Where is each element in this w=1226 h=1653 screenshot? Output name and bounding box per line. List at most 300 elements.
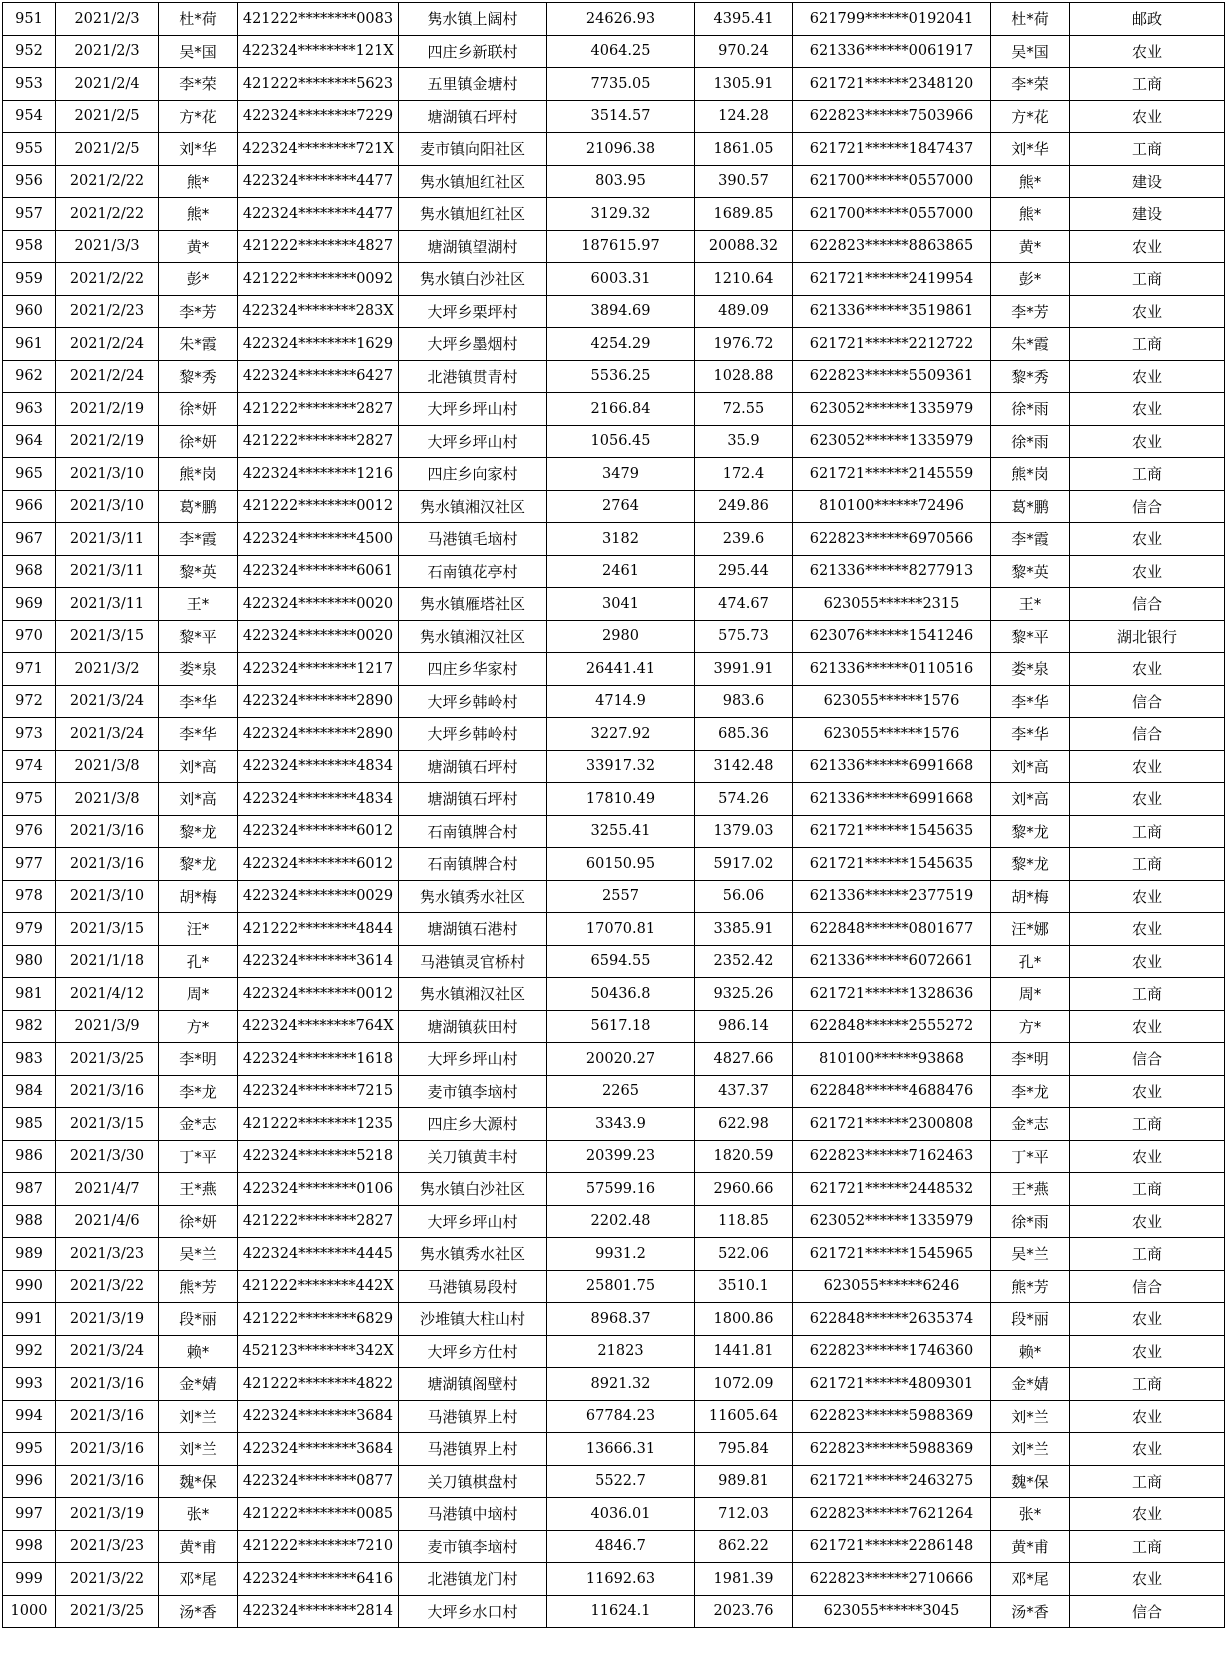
- id-number-cell: 422324********0012: [238, 978, 399, 1011]
- bank-cell: 信合: [1070, 1043, 1225, 1076]
- account-holder-cell: 吴*国: [991, 35, 1070, 68]
- account-number-cell: 622823******1746360: [793, 1335, 991, 1368]
- date-cell: 2021/3/16: [56, 815, 159, 848]
- date-cell: 2021/3/25: [56, 1595, 159, 1628]
- date-cell: 2021/2/3: [56, 35, 159, 68]
- id-number-cell: 422324********6012: [238, 848, 399, 881]
- account-number-cell: 623052******1335979: [793, 393, 991, 426]
- date-cell: 2021/3/24: [56, 718, 159, 751]
- account-holder-cell: 李*荣: [991, 68, 1070, 101]
- id-number-cell: 422324********4500: [238, 523, 399, 556]
- seq-cell: 963: [3, 393, 56, 426]
- name-cell: 王*燕: [159, 1173, 238, 1206]
- bank-cell: 邮政: [1070, 3, 1225, 36]
- village-cell: 塘湖镇阁壁村: [399, 1368, 547, 1401]
- seq-cell: 982: [3, 1010, 56, 1043]
- account-number-cell: 621721******1545635: [793, 848, 991, 881]
- account-holder-cell: 魏*保: [991, 1465, 1070, 1498]
- amount-cell: 3227.92: [547, 718, 695, 751]
- village-cell: 四庄乡华家村: [399, 653, 547, 686]
- name-cell: 徐*妍: [159, 1205, 238, 1238]
- table-row: [3, 1368, 1225, 1401]
- name-cell: 李*芳: [159, 295, 238, 328]
- id-number-cell: 422324********0020: [238, 588, 399, 621]
- account-number-cell: 621721******1847437: [793, 133, 991, 166]
- account-number-cell: 623055******6246: [793, 1270, 991, 1303]
- account-number-cell: 810100******72496: [793, 490, 991, 523]
- account-number-cell: 622848******2555272: [793, 1010, 991, 1043]
- table-row: [3, 1563, 1225, 1596]
- id-number-cell: 421222********0083: [238, 3, 399, 36]
- seq-cell: 985: [3, 1108, 56, 1141]
- account-number-cell: 621721******1545635: [793, 815, 991, 848]
- account-holder-cell: 刘*兰: [991, 1400, 1070, 1433]
- date-cell: 2021/2/4: [56, 68, 159, 101]
- amount-cell: 21823: [547, 1335, 695, 1368]
- id-number-cell: 422324********1217: [238, 653, 399, 686]
- account-number-cell: 623076******1541246: [793, 620, 991, 653]
- amount-cell: 2166.84: [547, 393, 695, 426]
- date-cell: 2021/3/3: [56, 230, 159, 263]
- bank-cell: 信合: [1070, 685, 1225, 718]
- seq-cell: 997: [3, 1498, 56, 1531]
- seq-cell: 972: [3, 685, 56, 718]
- bank-cell: 农业: [1070, 1010, 1225, 1043]
- id-number-cell: 422324********1629: [238, 328, 399, 361]
- amount-cell: 3255.41: [547, 815, 695, 848]
- subsidy-cell: 5917.02: [695, 848, 793, 881]
- id-number-cell: 422324********2814: [238, 1595, 399, 1628]
- village-cell: 隽水镇秀水社区: [399, 880, 547, 913]
- bank-cell: 农业: [1070, 1205, 1225, 1238]
- records-table: [2, 2, 1225, 1628]
- table-row: [3, 815, 1225, 848]
- account-holder-cell: 黄*: [991, 230, 1070, 263]
- village-cell: 大坪乡方仕村: [399, 1335, 547, 1368]
- subsidy-cell: 3991.91: [695, 653, 793, 686]
- account-number-cell: 621721******2348120: [793, 68, 991, 101]
- table-row: [3, 588, 1225, 621]
- amount-cell: 67784.23: [547, 1400, 695, 1433]
- account-number-cell: 623055******1576: [793, 718, 991, 751]
- amount-cell: 3894.69: [547, 295, 695, 328]
- subsidy-cell: 474.67: [695, 588, 793, 621]
- date-cell: 2021/3/22: [56, 1270, 159, 1303]
- bank-cell: 农业: [1070, 945, 1225, 978]
- account-number-cell: 621336******6991668: [793, 750, 991, 783]
- table-row: [3, 620, 1225, 653]
- amount-cell: 11692.63: [547, 1563, 695, 1596]
- name-cell: 熊*: [159, 165, 238, 198]
- account-number-cell: 622823******6970566: [793, 523, 991, 556]
- seq-cell: 998: [3, 1530, 56, 1563]
- seq-cell: 962: [3, 360, 56, 393]
- subsidy-cell: 1441.81: [695, 1335, 793, 1368]
- amount-cell: 24626.93: [547, 3, 695, 36]
- account-holder-cell: 娄*泉: [991, 653, 1070, 686]
- account-number-cell: 621721******2300808: [793, 1108, 991, 1141]
- subsidy-cell: 2352.42: [695, 945, 793, 978]
- account-holder-cell: 方*花: [991, 100, 1070, 133]
- subsidy-cell: 1379.03: [695, 815, 793, 848]
- name-cell: 熊*岗: [159, 458, 238, 491]
- account-holder-cell: 黎*龙: [991, 815, 1070, 848]
- village-cell: 石南镇花亭村: [399, 555, 547, 588]
- village-cell: 关刀镇棋盘村: [399, 1465, 547, 1498]
- account-number-cell: 621336******8277913: [793, 555, 991, 588]
- table-row: [3, 295, 1225, 328]
- name-cell: 李*明: [159, 1043, 238, 1076]
- bank-cell: 农业: [1070, 1335, 1225, 1368]
- bank-cell: 工商: [1070, 1238, 1225, 1271]
- account-holder-cell: 李*芳: [991, 295, 1070, 328]
- account-holder-cell: 刘*华: [991, 133, 1070, 166]
- village-cell: 马港镇易段村: [399, 1270, 547, 1303]
- account-number-cell: 810100******93868: [793, 1043, 991, 1076]
- village-cell: 塘湖镇石坪村: [399, 783, 547, 816]
- amount-cell: 33917.32: [547, 750, 695, 783]
- seq-cell: 981: [3, 978, 56, 1011]
- seq-cell: 967: [3, 523, 56, 556]
- table-row: [3, 1173, 1225, 1206]
- name-cell: 吴*兰: [159, 1238, 238, 1271]
- id-number-cell: 422324********0877: [238, 1465, 399, 1498]
- table-row: [3, 1108, 1225, 1141]
- subsidy-cell: 1861.05: [695, 133, 793, 166]
- village-cell: 沙堆镇大柱山村: [399, 1303, 547, 1336]
- id-number-cell: 421222********7210: [238, 1530, 399, 1563]
- id-number-cell: 422324********4834: [238, 750, 399, 783]
- seq-cell: 952: [3, 35, 56, 68]
- seq-cell: 957: [3, 198, 56, 231]
- name-cell: 熊*: [159, 198, 238, 231]
- subsidy-cell: 295.44: [695, 555, 793, 588]
- bank-cell: 农业: [1070, 1303, 1225, 1336]
- name-cell: 葛*鹏: [159, 490, 238, 523]
- account-number-cell: 623052******1335979: [793, 1205, 991, 1238]
- amount-cell: 3514.57: [547, 100, 695, 133]
- table-row: [3, 1043, 1225, 1076]
- account-number-cell: 621700******0557000: [793, 198, 991, 231]
- account-holder-cell: 王*燕: [991, 1173, 1070, 1206]
- village-cell: 关刀镇黄丰村: [399, 1140, 547, 1173]
- village-cell: 大坪乡墨烟村: [399, 328, 547, 361]
- name-cell: 金*婧: [159, 1368, 238, 1401]
- seq-cell: 995: [3, 1433, 56, 1466]
- village-cell: 大坪乡栗坪村: [399, 295, 547, 328]
- village-cell: 马港镇灵官桥村: [399, 945, 547, 978]
- date-cell: 2021/2/24: [56, 328, 159, 361]
- date-cell: 2021/3/24: [56, 1335, 159, 1368]
- village-cell: 隽水镇湘汉社区: [399, 978, 547, 1011]
- table-row: [3, 1498, 1225, 1531]
- id-number-cell: 422324********6012: [238, 815, 399, 848]
- village-cell: 塘湖镇石坪村: [399, 750, 547, 783]
- id-number-cell: 422324********121X: [238, 35, 399, 68]
- account-holder-cell: 黎*龙: [991, 848, 1070, 881]
- village-cell: 隽水镇白沙社区: [399, 1173, 547, 1206]
- account-number-cell: 621721******2286148: [793, 1530, 991, 1563]
- seq-cell: 1000: [3, 1595, 56, 1628]
- table-row: [3, 425, 1225, 458]
- name-cell: 徐*妍: [159, 425, 238, 458]
- date-cell: 2021/2/22: [56, 263, 159, 296]
- account-number-cell: 621336******6991668: [793, 783, 991, 816]
- date-cell: 2021/3/8: [56, 750, 159, 783]
- id-number-cell: 422324********3684: [238, 1433, 399, 1466]
- table-row: [3, 1270, 1225, 1303]
- date-cell: 2021/1/18: [56, 945, 159, 978]
- amount-cell: 20399.23: [547, 1140, 695, 1173]
- id-number-cell: 422324********4445: [238, 1238, 399, 1271]
- bank-cell: 农业: [1070, 1563, 1225, 1596]
- bank-cell: 农业: [1070, 425, 1225, 458]
- bank-cell: 工商: [1070, 1173, 1225, 1206]
- village-cell: 麦市镇向阳社区: [399, 133, 547, 166]
- subsidy-cell: 574.26: [695, 783, 793, 816]
- amount-cell: 4064.25: [547, 35, 695, 68]
- name-cell: 黎*龙: [159, 848, 238, 881]
- bank-cell: 工商: [1070, 1368, 1225, 1401]
- name-cell: 朱*霞: [159, 328, 238, 361]
- bank-cell: 工商: [1070, 1465, 1225, 1498]
- table-row: [3, 328, 1225, 361]
- account-holder-cell: 段*丽: [991, 1303, 1070, 1336]
- date-cell: 2021/3/15: [56, 913, 159, 946]
- id-number-cell: 422324********6061: [238, 555, 399, 588]
- date-cell: 2021/3/16: [56, 1400, 159, 1433]
- seq-cell: 979: [3, 913, 56, 946]
- subsidy-cell: 3510.1: [695, 1270, 793, 1303]
- account-number-cell: 621700******0557000: [793, 165, 991, 198]
- amount-cell: 4846.7: [547, 1530, 695, 1563]
- id-number-cell: 421222********0092: [238, 263, 399, 296]
- table-row: [3, 133, 1225, 166]
- id-number-cell: 421222********1235: [238, 1108, 399, 1141]
- name-cell: 赖*: [159, 1335, 238, 1368]
- subsidy-cell: 3142.48: [695, 750, 793, 783]
- bank-cell: 农业: [1070, 523, 1225, 556]
- bank-cell: 农业: [1070, 393, 1225, 426]
- seq-cell: 992: [3, 1335, 56, 1368]
- amount-cell: 8968.37: [547, 1303, 695, 1336]
- village-cell: 四庄乡新联村: [399, 35, 547, 68]
- account-number-cell: 621721******4809301: [793, 1368, 991, 1401]
- village-cell: 大坪乡坪山村: [399, 425, 547, 458]
- account-number-cell: 622848******2635374: [793, 1303, 991, 1336]
- seq-cell: 959: [3, 263, 56, 296]
- date-cell: 2021/3/23: [56, 1238, 159, 1271]
- village-cell: 石南镇牌合村: [399, 815, 547, 848]
- seq-cell: 976: [3, 815, 56, 848]
- id-number-cell: 422324********1618: [238, 1043, 399, 1076]
- amount-cell: 2557: [547, 880, 695, 913]
- subsidy-cell: 118.85: [695, 1205, 793, 1238]
- table-row: [3, 880, 1225, 913]
- table-row: [3, 1010, 1225, 1043]
- bank-cell: 农业: [1070, 1075, 1225, 1108]
- id-number-cell: 422324********3614: [238, 945, 399, 978]
- bank-cell: 信合: [1070, 718, 1225, 751]
- table-row: [3, 198, 1225, 231]
- id-number-cell: 421222********4827: [238, 230, 399, 263]
- id-number-cell: 422324********0020: [238, 620, 399, 653]
- seq-cell: 980: [3, 945, 56, 978]
- table-row: [3, 555, 1225, 588]
- name-cell: 彭*: [159, 263, 238, 296]
- account-number-cell: 621721******2145559: [793, 458, 991, 491]
- subsidy-cell: 4395.41: [695, 3, 793, 36]
- name-cell: 王*: [159, 588, 238, 621]
- date-cell: 2021/3/16: [56, 1465, 159, 1498]
- date-cell: 2021/2/22: [56, 198, 159, 231]
- bank-cell: 工商: [1070, 263, 1225, 296]
- subsidy-cell: 795.84: [695, 1433, 793, 1466]
- account-number-cell: 621336******2377519: [793, 880, 991, 913]
- amount-cell: 17810.49: [547, 783, 695, 816]
- village-cell: 隽水镇旭红社区: [399, 198, 547, 231]
- account-holder-cell: 葛*鹏: [991, 490, 1070, 523]
- id-number-cell: 421222********6829: [238, 1303, 399, 1336]
- name-cell: 方*: [159, 1010, 238, 1043]
- subsidy-cell: 239.6: [695, 523, 793, 556]
- table-row: [3, 913, 1225, 946]
- name-cell: 刘*兰: [159, 1400, 238, 1433]
- date-cell: 2021/3/11: [56, 523, 159, 556]
- village-cell: 隽水镇上阔村: [399, 3, 547, 36]
- subsidy-cell: 9325.26: [695, 978, 793, 1011]
- account-holder-cell: 方*: [991, 1010, 1070, 1043]
- table-row: [3, 1465, 1225, 1498]
- seq-cell: 984: [3, 1075, 56, 1108]
- table-row: [3, 263, 1225, 296]
- subsidy-cell: 575.73: [695, 620, 793, 653]
- amount-cell: 21096.38: [547, 133, 695, 166]
- table-row: [3, 1530, 1225, 1563]
- bank-cell: 工商: [1070, 133, 1225, 166]
- id-number-cell: 421222********2827: [238, 1205, 399, 1238]
- table-row: [3, 718, 1225, 751]
- bank-cell: 信合: [1070, 1270, 1225, 1303]
- seq-cell: 988: [3, 1205, 56, 1238]
- subsidy-cell: 20088.32: [695, 230, 793, 263]
- account-holder-cell: 刘*高: [991, 783, 1070, 816]
- subsidy-cell: 3385.91: [695, 913, 793, 946]
- amount-cell: 3041: [547, 588, 695, 621]
- account-holder-cell: 朱*霞: [991, 328, 1070, 361]
- account-holder-cell: 徐*雨: [991, 393, 1070, 426]
- account-number-cell: 621336******3519861: [793, 295, 991, 328]
- bank-cell: 信合: [1070, 1595, 1225, 1628]
- id-number-cell: 422324********0029: [238, 880, 399, 913]
- id-number-cell: 421222********5623: [238, 68, 399, 101]
- name-cell: 刘*高: [159, 783, 238, 816]
- name-cell: 孔*: [159, 945, 238, 978]
- name-cell: 方*花: [159, 100, 238, 133]
- date-cell: 2021/3/16: [56, 1433, 159, 1466]
- account-number-cell: 622848******0801677: [793, 913, 991, 946]
- village-cell: 隽水镇秀水社区: [399, 1238, 547, 1271]
- amount-cell: 2265: [547, 1075, 695, 1108]
- date-cell: 2021/4/6: [56, 1205, 159, 1238]
- date-cell: 2021/3/15: [56, 1108, 159, 1141]
- date-cell: 2021/3/19: [56, 1303, 159, 1336]
- account-holder-cell: 黎*秀: [991, 360, 1070, 393]
- account-number-cell: 622823******7503966: [793, 100, 991, 133]
- table-row: [3, 100, 1225, 133]
- seq-cell: 964: [3, 425, 56, 458]
- table-row: [3, 783, 1225, 816]
- date-cell: 2021/3/24: [56, 685, 159, 718]
- name-cell: 杜*荷: [159, 3, 238, 36]
- table-row: [3, 35, 1225, 68]
- bank-cell: 农业: [1070, 880, 1225, 913]
- bank-cell: 农业: [1070, 1498, 1225, 1531]
- bank-cell: 农业: [1070, 100, 1225, 133]
- seq-cell: 978: [3, 880, 56, 913]
- seq-cell: 983: [3, 1043, 56, 1076]
- amount-cell: 4036.01: [547, 1498, 695, 1531]
- account-number-cell: 623055******3045: [793, 1595, 991, 1628]
- amount-cell: 1056.45: [547, 425, 695, 458]
- account-holder-cell: 汤*香: [991, 1595, 1070, 1628]
- id-number-cell: 421222********442X: [238, 1270, 399, 1303]
- seq-cell: 993: [3, 1368, 56, 1401]
- date-cell: 2021/3/11: [56, 588, 159, 621]
- table-row: [3, 750, 1225, 783]
- table-body: [3, 3, 1225, 1628]
- id-number-cell: 422324********2890: [238, 685, 399, 718]
- name-cell: 汪*: [159, 913, 238, 946]
- amount-cell: 17070.81: [547, 913, 695, 946]
- table-row: [3, 458, 1225, 491]
- account-number-cell: 621721******2212722: [793, 328, 991, 361]
- amount-cell: 3129.32: [547, 198, 695, 231]
- account-number-cell: 621799******0192041: [793, 3, 991, 36]
- subsidy-cell: 622.98: [695, 1108, 793, 1141]
- account-holder-cell: 汪*娜: [991, 913, 1070, 946]
- name-cell: 丁*平: [159, 1140, 238, 1173]
- seq-cell: 969: [3, 588, 56, 621]
- name-cell: 李*荣: [159, 68, 238, 101]
- account-number-cell: 622823******5509361: [793, 360, 991, 393]
- date-cell: 2021/3/22: [56, 1563, 159, 1596]
- bank-cell: 工商: [1070, 1108, 1225, 1141]
- table-row: [3, 1433, 1225, 1466]
- account-holder-cell: 黎*英: [991, 555, 1070, 588]
- date-cell: 2021/2/23: [56, 295, 159, 328]
- amount-cell: 25801.75: [547, 1270, 695, 1303]
- date-cell: 2021/2/5: [56, 100, 159, 133]
- seq-cell: 965: [3, 458, 56, 491]
- id-number-cell: 422324********2890: [238, 718, 399, 751]
- amount-cell: 13666.31: [547, 1433, 695, 1466]
- village-cell: 北港镇龙门村: [399, 1563, 547, 1596]
- account-holder-cell: 黄*甫: [991, 1530, 1070, 1563]
- seq-cell: 956: [3, 165, 56, 198]
- date-cell: 2021/3/8: [56, 783, 159, 816]
- account-number-cell: 623052******1335979: [793, 425, 991, 458]
- name-cell: 黎*英: [159, 555, 238, 588]
- table-row: [3, 230, 1225, 263]
- date-cell: 2021/3/16: [56, 848, 159, 881]
- seq-cell: 970: [3, 620, 56, 653]
- seq-cell: 951: [3, 3, 56, 36]
- bank-cell: 工商: [1070, 458, 1225, 491]
- subsidy-cell: 11605.64: [695, 1400, 793, 1433]
- seq-cell: 955: [3, 133, 56, 166]
- table-row: [3, 848, 1225, 881]
